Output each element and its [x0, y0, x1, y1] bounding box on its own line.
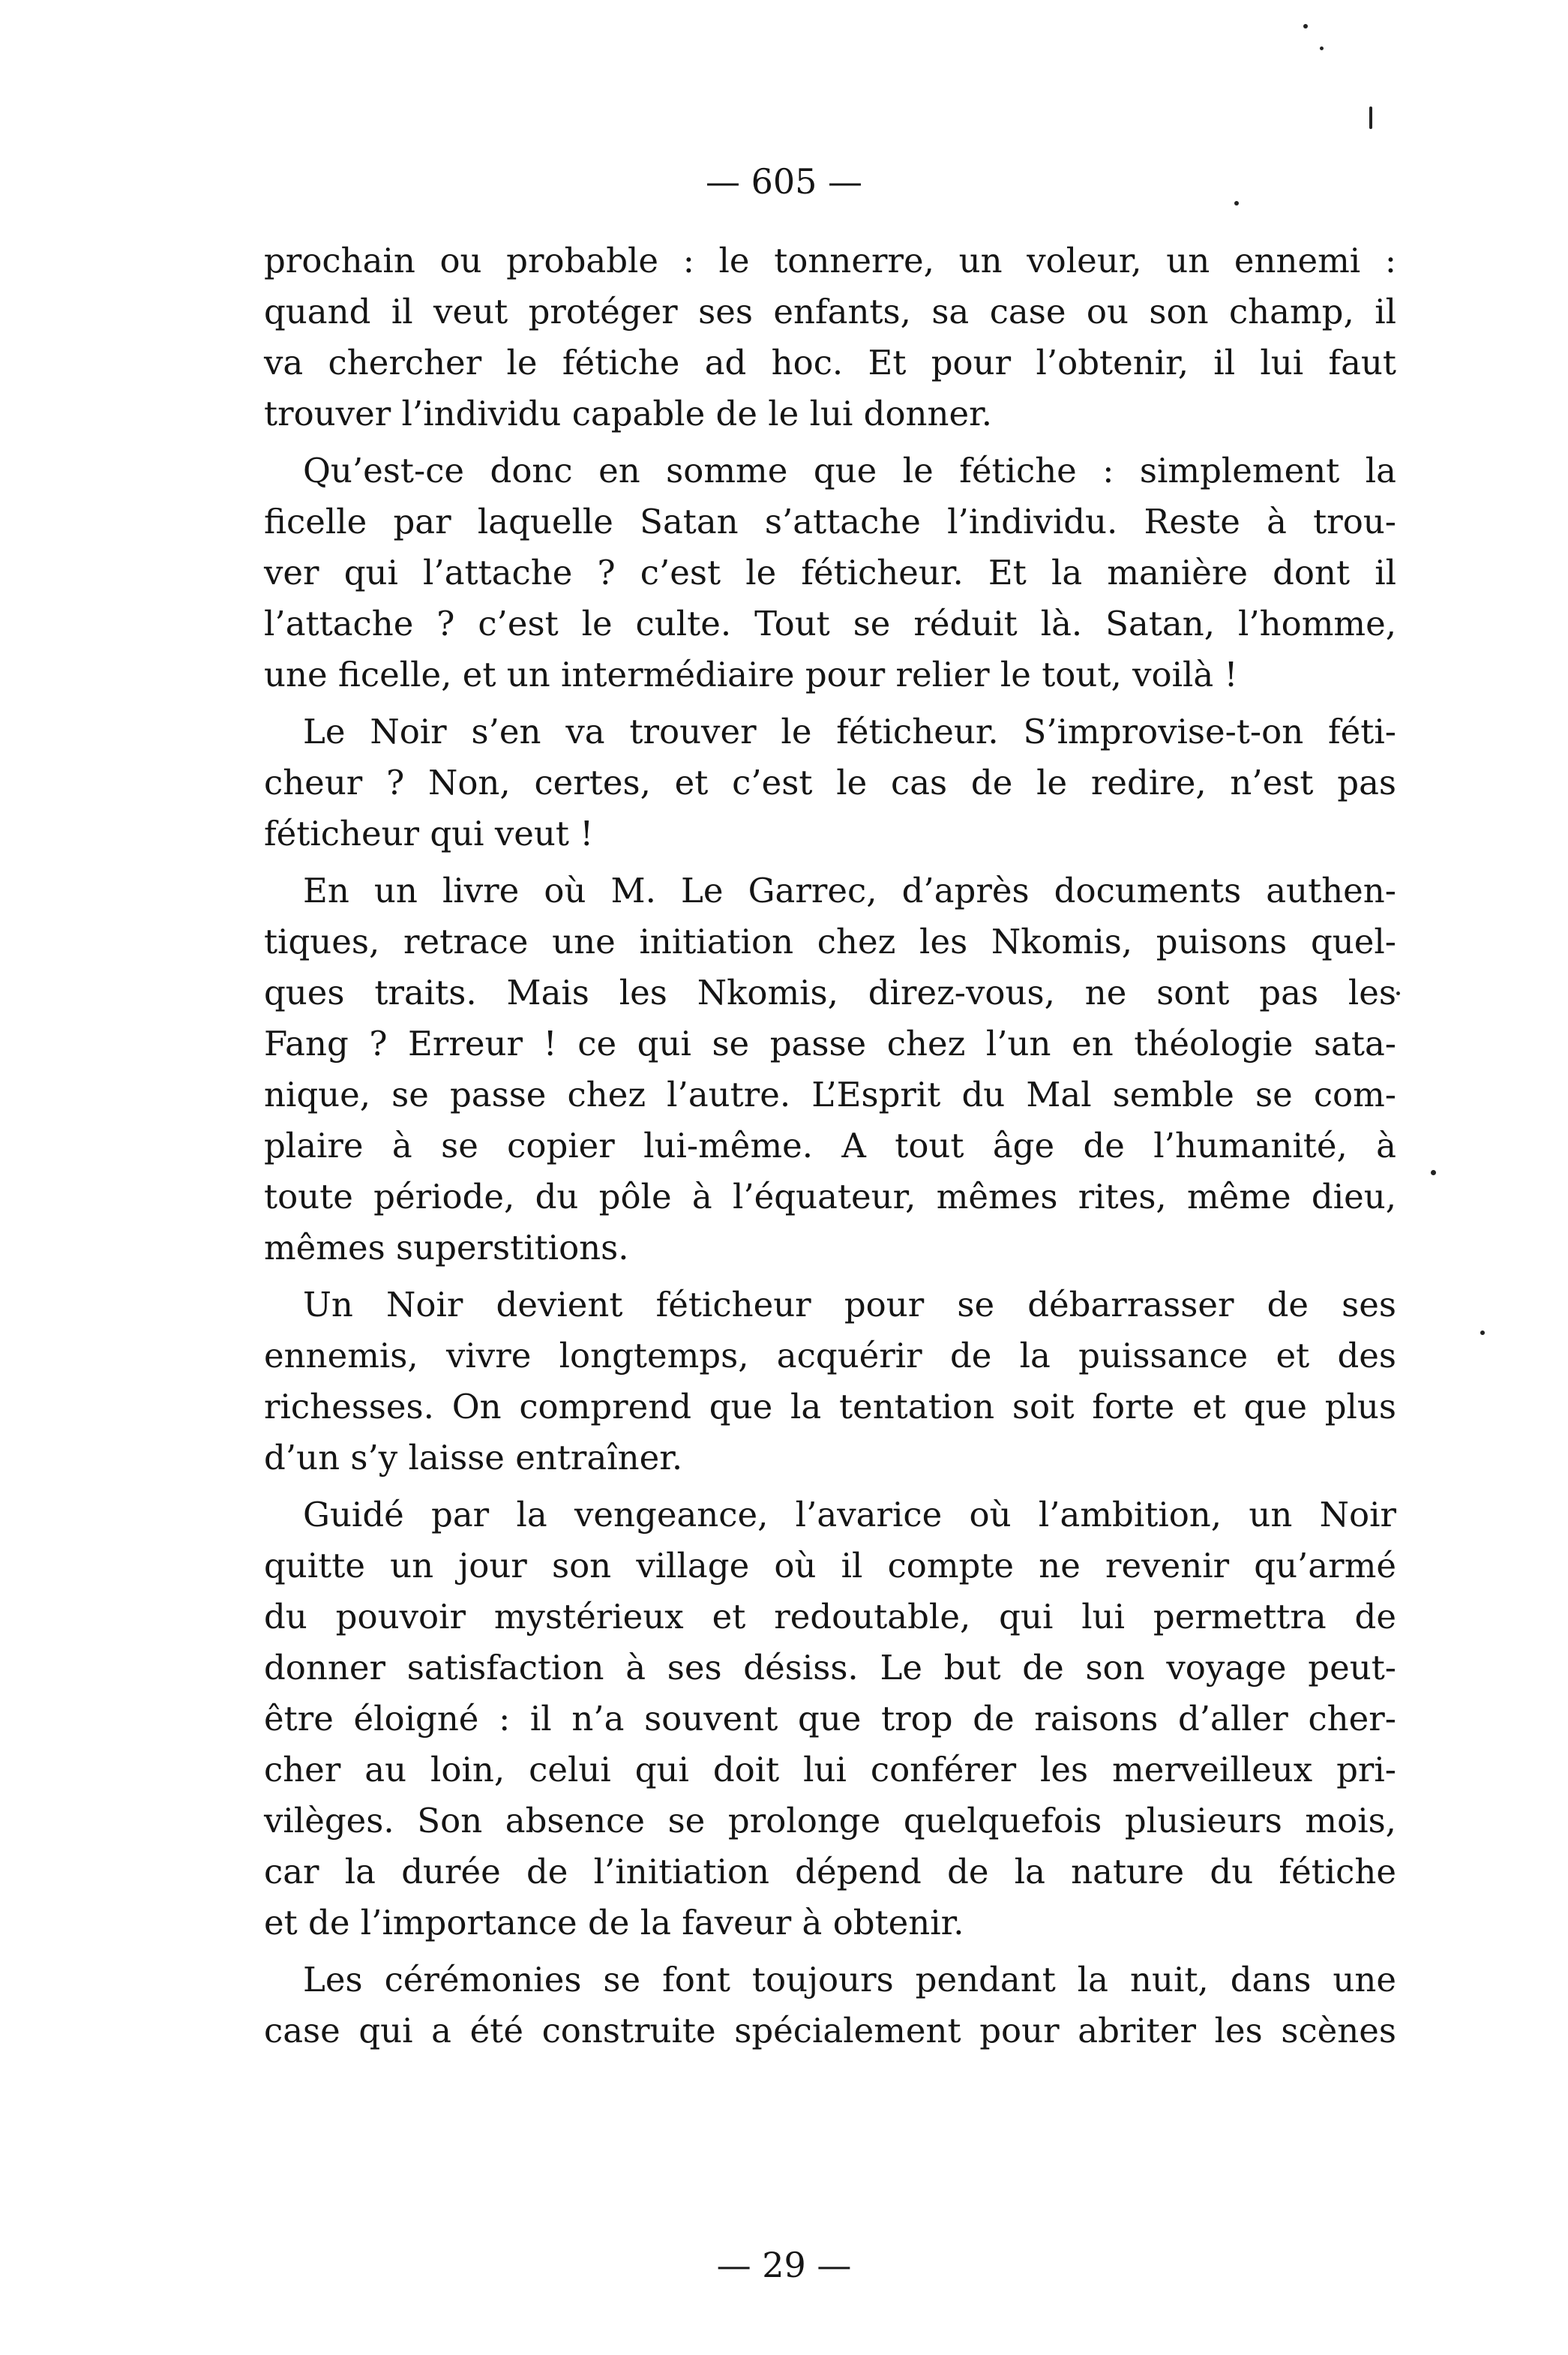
text-line: Qu’est-ce donc en somme que le fétiche : simplement la: [303, 451, 1396, 490]
text-line: richesses. On comprend que la tentation soit forte et que plus: [264, 1387, 1396, 1426]
text-line: car la durée de l’initiation dépend de la nature du fétiche: [264, 1852, 1396, 1892]
text-line: trouver l’individu capable de le lui donner.: [264, 394, 993, 434]
scan-speck: [1396, 992, 1400, 995]
page-number-footer: — 29 —: [716, 2245, 852, 2285]
text-line: d’un s’y laisse entraîner.: [264, 1438, 683, 1478]
text-line: cher au loin, celui qui doit lui conférer les merveilleux pri-: [264, 1750, 1396, 1790]
scan-speck: [1431, 1170, 1436, 1175]
text-line: Fang ? Erreur ! ce qui se passe chez l’un en théologie sata-: [264, 1024, 1396, 1064]
text-line: cheur ? Non, certes, et c’est le cas de le redire, n’est pas: [264, 763, 1396, 802]
text-line: vilèges. Son absence se prolonge quelquefois plusieurs mois,: [264, 1801, 1396, 1840]
text-line: quitte un jour son village où il compte ne revenir qu’armé: [264, 1546, 1396, 1586]
text-line: Les cérémonies se font toujours pendant la nuit, dans une: [303, 1960, 1396, 2000]
text-line: ques traits. Mais les Nkomis, direz-vous, ne sont pas les: [264, 973, 1396, 1012]
text-line: Un Noir devient féticheur pour se débarrasser de ses: [303, 1285, 1396, 1324]
text-line: ennemis, vivre longtemps, acquérir de la puissance et des: [264, 1336, 1396, 1376]
text-line: ver qui l’attache ? c’est le féticheur. Et la manière dont il: [264, 553, 1396, 592]
text-line: case qui a été construite spécialement pour abriter les scènes: [264, 2011, 1396, 2050]
text-line: donner satisfaction à ses désiss. Le but de son voyage peut-: [264, 1648, 1396, 1688]
text-line: toute période, du pôle à l’équateur, mêmes rites, même dieu,: [264, 1177, 1396, 1216]
text-line: du pouvoir mystérieux et redoutable, qui lui permettra de: [264, 1597, 1396, 1636]
text-line: l’attache ? c’est le culte. Tout se réduit là. Satan, l’homme,: [264, 604, 1396, 644]
text-line: féticheur qui veut !: [264, 814, 594, 854]
text-line: quand il veut protéger ses enfants, sa case ou son champ, il: [264, 292, 1396, 332]
text-line: et de l’importance de la faveur à obtenir.: [264, 1903, 964, 1942]
text-line: va chercher le fétiche ad hoc. Et pour l’obtenir, il lui faut: [264, 343, 1396, 382]
text-line: tiques, retrace une initiation chez les Nkomis, puisons quel-: [264, 922, 1396, 962]
scan-speck: [1369, 106, 1372, 129]
text-line: plaire à se copier lui-même. A tout âge de l’humanité, à: [264, 1126, 1396, 1166]
page-number-header: — 605 —: [705, 161, 863, 202]
text-line: Le Noir s’en va trouver le féticheur. S’improvise-t-on féti-: [303, 712, 1396, 752]
text-line: être éloigné : il n’a souvent que trop de raisons d’aller cher-: [264, 1699, 1396, 1738]
scan-speck: [1320, 46, 1324, 50]
scan-speck: [1480, 1330, 1485, 1335]
text-line: une ficelle, et un intermédiaire pour relier le tout, voilà !: [264, 655, 1238, 694]
text-line: mêmes superstitions.: [264, 1228, 629, 1268]
text-line: En un livre où M. Le Garrec, d’après documents authen-: [303, 871, 1396, 910]
text-line: ficelle par laquelle Satan s’attache l’individu. Reste à trou-: [264, 502, 1396, 542]
body-text: [264, 236, 1396, 2056]
text-line: prochain ou probable : le tonnerre, un voleur, un ennemi :: [264, 241, 1396, 280]
text-line: nique, se passe chez l’autre. L’Esprit du Mal semble se com-: [264, 1075, 1396, 1114]
scan-speck: [1303, 24, 1308, 28]
text-line: Guidé par la vengeance, l’avarice où l’ambition, un Noir: [303, 1495, 1396, 1534]
